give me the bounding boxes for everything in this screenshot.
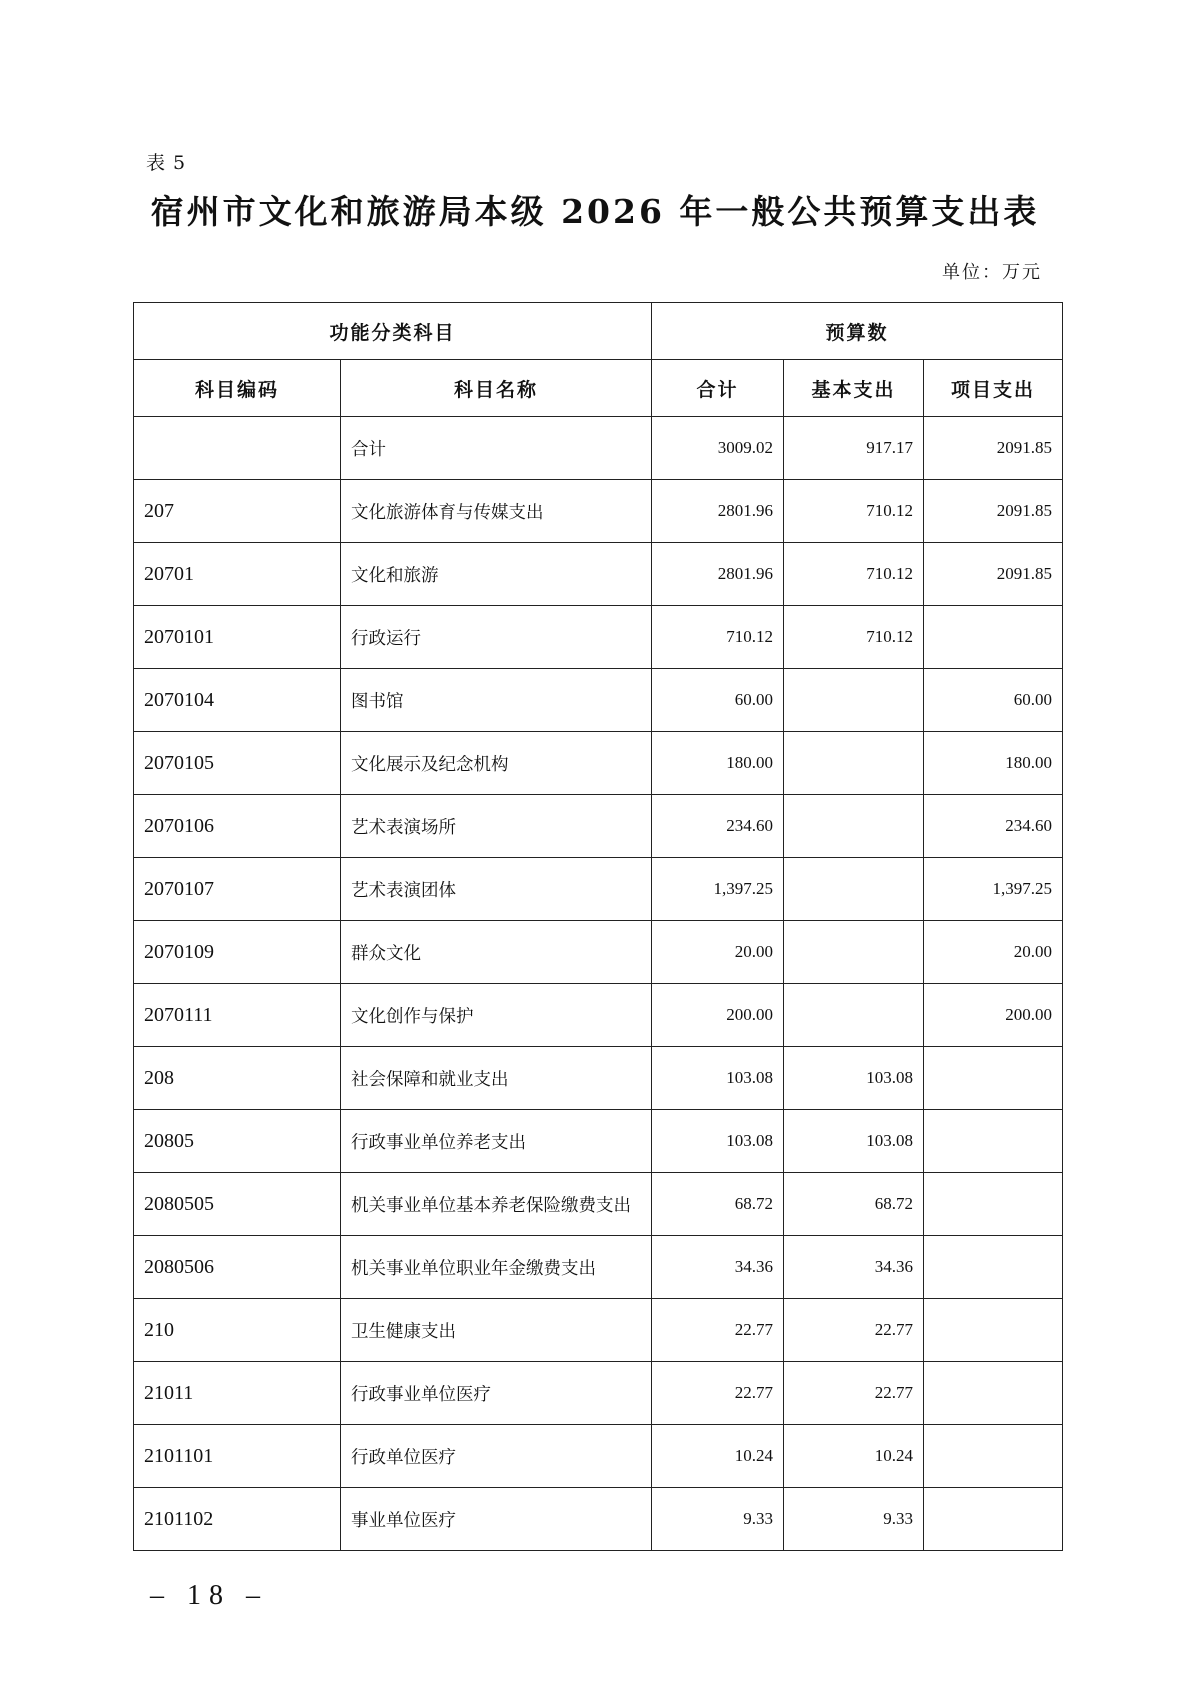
row-project [924, 1425, 1063, 1488]
page-number: – 18 – [150, 1580, 268, 1611]
row-project: 1,397.25 [924, 858, 1063, 921]
table-row [134, 669, 1063, 732]
page-title: 宿州市文化和旅游局本级 2026 年一般公共预算支出表 [150, 192, 1040, 231]
row-project [924, 1110, 1063, 1173]
row-code: 2070109 [134, 921, 341, 984]
row-code: 2101101 [134, 1425, 341, 1488]
table-row [134, 1047, 1063, 1110]
table-label: 表 5 [146, 152, 187, 174]
row-project: 60.00 [924, 669, 1063, 732]
table-row [134, 480, 1063, 543]
column-header-name: 科目名称 [341, 360, 652, 417]
group-header-budget: 预算数 [652, 303, 1063, 360]
row-total: 68.72 [652, 1173, 784, 1236]
row-total: 2801.96 [652, 480, 784, 543]
row-total: 103.08 [652, 1110, 784, 1173]
row-project [924, 1299, 1063, 1362]
row-name: 机关事业单位职业年金缴费支出 [341, 1236, 652, 1299]
row-basic: 22.77 [784, 1362, 924, 1425]
table-row [134, 732, 1063, 795]
table-row [134, 1362, 1063, 1425]
group-header-row [134, 303, 1063, 360]
total-row-total: 3009.02 [652, 417, 784, 480]
row-total: 34.36 [652, 1236, 784, 1299]
row-name: 文化创作与保护 [341, 984, 652, 1047]
row-name: 艺术表演团体 [341, 858, 652, 921]
row-code: 2070111 [134, 984, 341, 1047]
row-code: 20805 [134, 1110, 341, 1173]
row-name: 机关事业单位基本养老保险缴费支出 [341, 1173, 652, 1236]
total-row-basic: 917.17 [784, 417, 924, 480]
total-row-name: 合计 [341, 417, 652, 480]
row-total: 22.77 [652, 1362, 784, 1425]
row-name: 行政事业单位医疗 [341, 1362, 652, 1425]
table-row [134, 858, 1063, 921]
row-basic [784, 732, 924, 795]
row-code: 2101102 [134, 1488, 341, 1551]
row-total: 200.00 [652, 984, 784, 1047]
row-total: 710.12 [652, 606, 784, 669]
row-code: 2070107 [134, 858, 341, 921]
row-name: 文化展示及纪念机构 [341, 732, 652, 795]
row-total: 180.00 [652, 732, 784, 795]
column-header-basic: 基本支出 [784, 360, 924, 417]
budget-table [133, 302, 1063, 1551]
row-code: 2070101 [134, 606, 341, 669]
row-basic [784, 795, 924, 858]
group-header-function: 功能分类科目 [134, 303, 652, 360]
total-row [134, 417, 1063, 480]
row-project: 180.00 [924, 732, 1063, 795]
row-name: 文化旅游体育与传媒支出 [341, 480, 652, 543]
row-project: 20.00 [924, 921, 1063, 984]
table-row [134, 1173, 1063, 1236]
row-name: 行政事业单位养老支出 [341, 1110, 652, 1173]
table-row [134, 1236, 1063, 1299]
row-project: 2091.85 [924, 480, 1063, 543]
row-total: 60.00 [652, 669, 784, 732]
table-row [134, 543, 1063, 606]
total-row-code [134, 417, 341, 480]
row-name: 社会保障和就业支出 [341, 1047, 652, 1110]
row-name: 群众文化 [341, 921, 652, 984]
row-name: 图书馆 [341, 669, 652, 732]
row-project: 234.60 [924, 795, 1063, 858]
row-code: 207 [134, 480, 341, 543]
row-total: 10.24 [652, 1425, 784, 1488]
row-basic [784, 984, 924, 1047]
row-code: 208 [134, 1047, 341, 1110]
table-row [134, 795, 1063, 858]
row-project [924, 1488, 1063, 1551]
row-code: 21011 [134, 1362, 341, 1425]
total-row-project: 2091.85 [924, 417, 1063, 480]
row-basic [784, 921, 924, 984]
table-row [134, 1488, 1063, 1551]
unit-label: 单位：万元 [942, 262, 1042, 283]
row-total: 103.08 [652, 1047, 784, 1110]
column-header-project: 项目支出 [924, 360, 1063, 417]
row-project: 2091.85 [924, 543, 1063, 606]
row-name: 卫生健康支出 [341, 1299, 652, 1362]
row-project: 200.00 [924, 984, 1063, 1047]
row-total: 9.33 [652, 1488, 784, 1551]
row-basic [784, 858, 924, 921]
table-row [134, 1299, 1063, 1362]
row-project [924, 606, 1063, 669]
row-name: 艺术表演场所 [341, 795, 652, 858]
row-code: 20701 [134, 543, 341, 606]
row-code: 2070104 [134, 669, 341, 732]
row-basic: 710.12 [784, 480, 924, 543]
row-code: 2070106 [134, 795, 341, 858]
row-basic: 103.08 [784, 1047, 924, 1110]
row-name: 事业单位医疗 [341, 1488, 652, 1551]
row-basic: 103.08 [784, 1110, 924, 1173]
row-project [924, 1236, 1063, 1299]
row-basic: 22.77 [784, 1299, 924, 1362]
row-total: 234.60 [652, 795, 784, 858]
row-name: 行政单位医疗 [341, 1425, 652, 1488]
row-code: 2080505 [134, 1173, 341, 1236]
row-total: 1,397.25 [652, 858, 784, 921]
column-header-row [134, 360, 1063, 417]
table-row [134, 984, 1063, 1047]
row-code: 2080506 [134, 1236, 341, 1299]
row-project [924, 1047, 1063, 1110]
row-project [924, 1362, 1063, 1425]
row-basic: 710.12 [784, 606, 924, 669]
row-basic [784, 669, 924, 732]
row-basic: 10.24 [784, 1425, 924, 1488]
row-basic: 68.72 [784, 1173, 924, 1236]
table-row [134, 606, 1063, 669]
row-total: 20.00 [652, 921, 784, 984]
row-code: 2070105 [134, 732, 341, 795]
column-header-code: 科目编码 [134, 360, 341, 417]
row-project [924, 1173, 1063, 1236]
table-row [134, 1110, 1063, 1173]
row-total: 2801.96 [652, 543, 784, 606]
row-name: 文化和旅游 [341, 543, 652, 606]
row-total: 22.77 [652, 1299, 784, 1362]
row-name: 行政运行 [341, 606, 652, 669]
table-row [134, 1425, 1063, 1488]
row-basic: 9.33 [784, 1488, 924, 1551]
row-basic: 34.36 [784, 1236, 924, 1299]
row-code: 210 [134, 1299, 341, 1362]
table-row [134, 921, 1063, 984]
row-basic: 710.12 [784, 543, 924, 606]
column-header-total: 合计 [652, 360, 784, 417]
